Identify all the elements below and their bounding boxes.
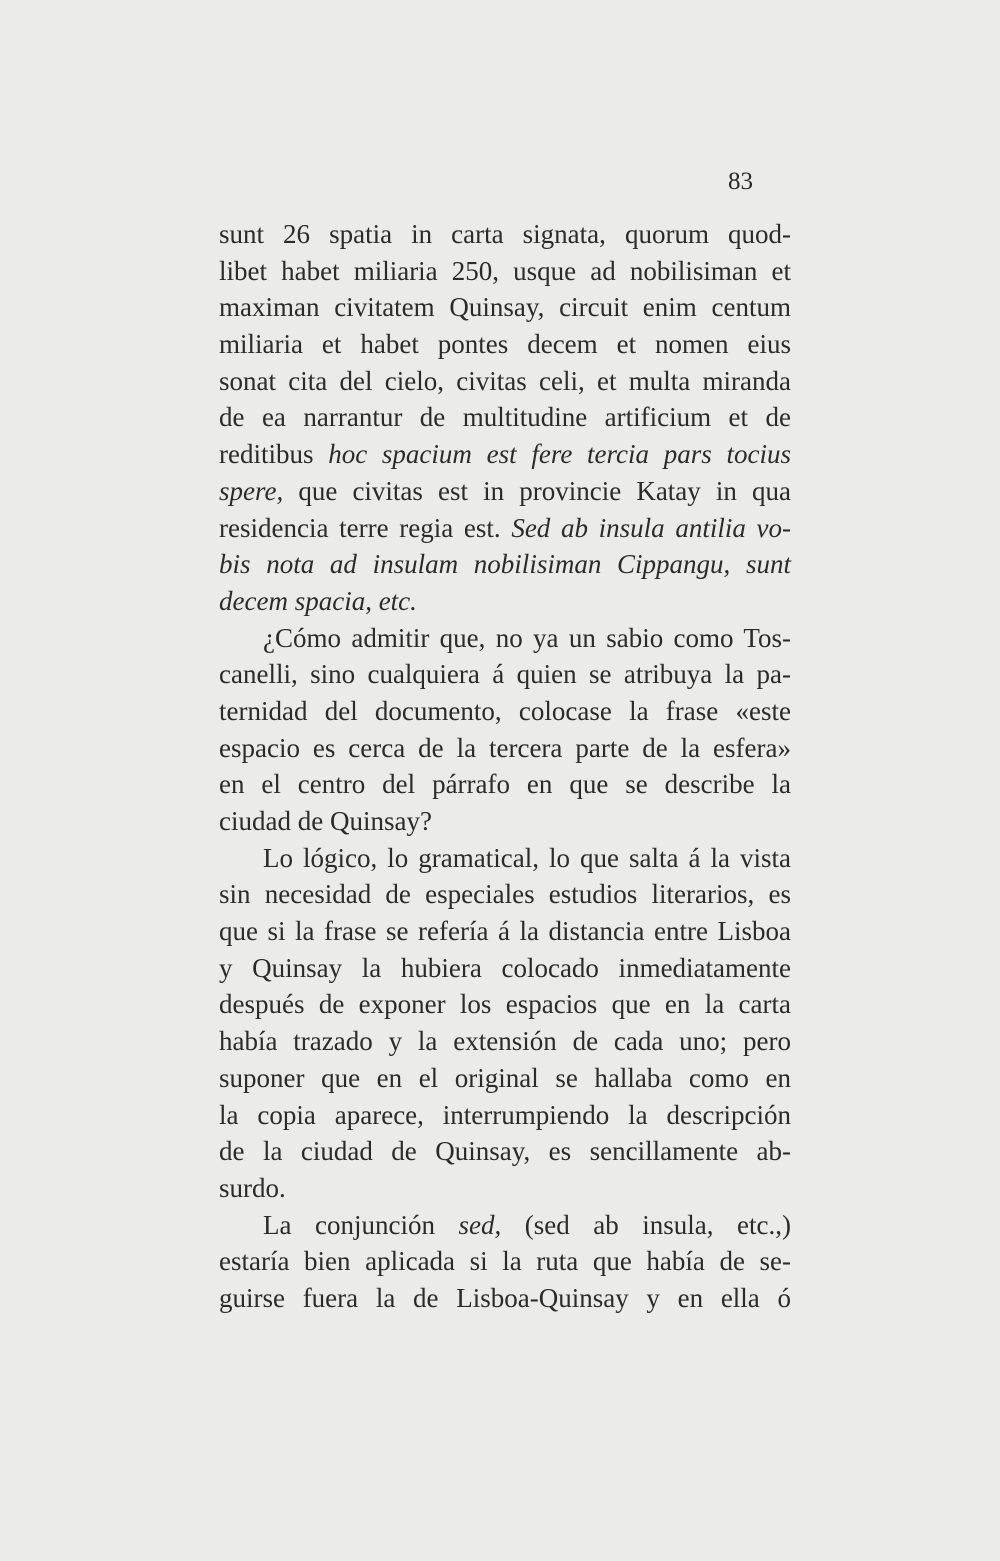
text-line — [219, 1280, 791, 1317]
text-line — [219, 913, 791, 950]
italic-segment: sed, — [458, 1209, 502, 1240]
text-segment: suponer que en el original se hallaba como en — [219, 1062, 791, 1093]
text-segment: (sed ab insula, etc.,) — [501, 1209, 792, 1240]
body-text — [219, 216, 791, 1317]
text-segment: surdo. — [219, 1172, 286, 1203]
text-line — [219, 620, 791, 657]
text-line — [219, 986, 791, 1023]
text-line — [219, 399, 791, 436]
text-line — [219, 1097, 791, 1134]
italic-segment: Sed ab insula antilia vo- — [511, 512, 791, 543]
text-line — [219, 1243, 791, 1280]
text-segment: libet habet miliaria 250, usque ad nobilisiman et — [219, 255, 791, 286]
text-line — [219, 326, 791, 363]
text-segment: de ea narrantur de multitudine artificium et de — [219, 402, 791, 433]
text-segment: reditibus — [219, 439, 329, 470]
text-line — [219, 473, 791, 510]
text-line — [219, 510, 791, 547]
text-line — [219, 216, 791, 253]
text-line — [219, 876, 791, 913]
text-segment: canelli, sino cualquiera á quien se atribuya la pa- — [219, 659, 791, 690]
text-segment: en el centro del párrafo en que se describe la — [219, 769, 791, 800]
text-segment: residencia terre regia est. — [219, 512, 512, 543]
text-line — [219, 1170, 791, 1207]
italic-segment: spere, — [219, 475, 284, 506]
italic-segment: decem spacia, etc. — [219, 585, 417, 616]
text-segment: espacio es cerca de la tercera parte de la esfera» — [219, 732, 791, 763]
text-segment: La conjunción — [263, 1209, 459, 1240]
text-line — [219, 766, 791, 803]
text-segment: que si la frase se refería á la distancia entre Lisboa — [219, 916, 791, 947]
text-line — [219, 656, 791, 693]
text-line — [219, 583, 791, 620]
text-segment: estaría bien aplicada si la ruta que había de se- — [219, 1246, 791, 1277]
text-segment: sonat cita del cielo, civitas celi, et multa miranda — [219, 365, 791, 396]
italic-segment: bis nota ad insulam nobilisiman Cippangu, sunt — [219, 549, 791, 580]
text-line — [219, 950, 791, 987]
text-segment: sunt 26 spatia in carta signata, quorum quod- — [219, 219, 791, 249]
text-segment: guirse fuera la de Lisboa-Quinsay y en ella ó — [219, 1282, 791, 1313]
page-number: 83 — [728, 168, 753, 195]
text-segment: Lo lógico, lo gramatical, lo que salta á la vista — [263, 842, 791, 873]
text-segment: miliaria et habet pontes decem et nomen eius — [219, 329, 791, 360]
text-line — [219, 1133, 791, 1170]
text-line — [219, 840, 791, 877]
text-segment: y Quinsay la hubiera colocado inmediatamente — [219, 952, 791, 983]
text-segment: ciudad de Quinsay? — [219, 806, 432, 836]
text-segment: sin necesidad de especiales estudios literarios, es — [219, 879, 791, 910]
text-line — [219, 363, 791, 400]
text-line — [219, 1060, 791, 1097]
text-segment: ternidad del documento, colocase la frase «este — [219, 695, 791, 726]
text-segment: que civitas est in provincie Katay in qua — [283, 475, 791, 506]
text-segment: la copia aparece, interrumpiendo la descripción — [219, 1099, 791, 1130]
text-line — [219, 289, 791, 326]
italic-segment: hoc spacium est fere tercia pars tocius — [328, 439, 791, 470]
text-segment: ¿Cómo admitir que, no ya un sabio como Tos- — [263, 622, 791, 653]
text-line — [219, 693, 791, 730]
text-segment: había trazado y la extensión de cada uno; pero — [219, 1026, 791, 1057]
text-line — [219, 730, 791, 767]
text-line — [219, 803, 791, 840]
text-line — [219, 436, 791, 473]
text-segment: después de exponer los espacios que en la carta — [219, 989, 791, 1020]
text-line — [219, 253, 791, 290]
text-segment: maximan civitatem Quinsay, circuit enim centum — [219, 292, 791, 323]
text-segment: de la ciudad de Quinsay, es sencillamente ab- — [219, 1136, 791, 1167]
text-line — [219, 1023, 791, 1060]
text-line — [219, 1207, 791, 1244]
text-line — [219, 546, 791, 583]
